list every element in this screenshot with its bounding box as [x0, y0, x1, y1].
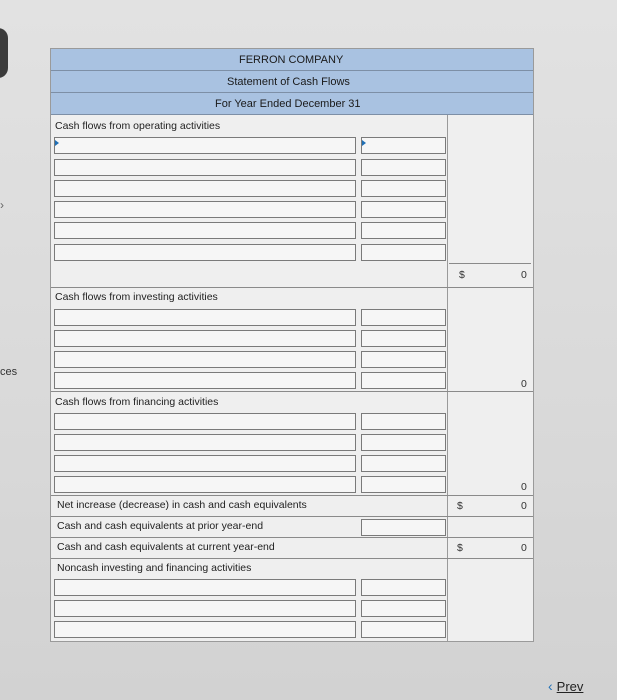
financing-amount-input[interactable] [361, 476, 446, 493]
operating-desc-select[interactable] [54, 222, 356, 239]
investing-row [51, 351, 533, 368]
statement-period: For Year Ended December 31 [215, 97, 361, 110]
noncash-entry-row [51, 621, 533, 638]
operating-total-currency: $ [459, 269, 465, 281]
prev-label: Prev [556, 679, 584, 694]
noncash-amount-input[interactable] [361, 621, 446, 638]
financing-section-label: Cash flows from financing activities [55, 396, 219, 408]
investing-total-value: 0 [521, 378, 527, 390]
side-tab[interactable] [0, 28, 8, 78]
operating-row [51, 180, 533, 197]
financing-desc-select[interactable] [54, 413, 356, 430]
collapse-arrow-icon[interactable]: › [0, 198, 4, 212]
operating-desc-select[interactable] [54, 137, 356, 154]
investing-amount-input[interactable] [361, 309, 446, 326]
operating-total-rule [449, 263, 531, 264]
prior-cash-row [51, 517, 533, 537]
operating-desc-select[interactable] [54, 244, 356, 261]
company-header [51, 49, 533, 71]
financing-amount-input[interactable] [361, 434, 446, 451]
current-cash-value: 0 [521, 542, 527, 554]
net-change-label: Net increase (decrease) in cash and cash equivalents [57, 499, 307, 511]
investing-section-label: Cash flows from investing activities [55, 291, 218, 303]
operating-section-label: Cash flows from operating activities [55, 120, 221, 132]
investing-row [51, 309, 533, 326]
investing-amount-input[interactable] [361, 330, 446, 347]
operating-row [51, 244, 533, 261]
prior-cash-label: Cash and cash equivalents at prior year-end [57, 520, 264, 532]
investing-row [51, 372, 533, 389]
operating-amount-input[interactable] [361, 180, 446, 197]
noncash-desc-select[interactable] [54, 579, 356, 596]
operating-desc-select[interactable] [54, 201, 356, 218]
prior-cash-amount-input[interactable] [361, 519, 446, 536]
operating-row [51, 137, 533, 154]
operating-desc-select[interactable] [54, 180, 356, 197]
financing-row [51, 476, 533, 493]
noncash-entry-row [51, 600, 533, 617]
investing-desc-select[interactable] [54, 309, 356, 326]
noncash-amount-input[interactable] [361, 579, 446, 596]
noncash-row [51, 559, 533, 579]
operating-amount-input[interactable] [361, 137, 446, 154]
noncash-entry-row [51, 579, 533, 596]
divider [51, 391, 533, 392]
financing-desc-select[interactable] [54, 455, 356, 472]
operating-row [51, 222, 533, 239]
current-cash-currency: $ [457, 542, 463, 554]
operating-total-value: 0 [521, 269, 527, 281]
side-label: ces [0, 366, 18, 378]
financing-row [51, 434, 533, 451]
operating-amount-input[interactable] [361, 222, 446, 239]
current-cash-label: Cash and cash equivalents at current year-end [57, 541, 275, 553]
financing-total-value: 0 [521, 481, 527, 493]
statement-title-header [51, 71, 533, 93]
financing-amount-input[interactable] [361, 413, 446, 430]
noncash-amount-input[interactable] [361, 600, 446, 617]
dropdown-marker-icon [55, 140, 59, 146]
operating-amount-input[interactable] [361, 244, 446, 261]
financing-row [51, 413, 533, 430]
dropdown-marker-icon [362, 140, 366, 146]
net-change-value: 0 [521, 500, 527, 512]
prev-button[interactable] [548, 678, 583, 694]
financing-desc-select[interactable] [54, 476, 356, 493]
divider [51, 287, 533, 288]
company-name: FERRON COMPANY [239, 53, 344, 66]
operating-amount-input[interactable] [361, 201, 446, 218]
operating-row [51, 159, 533, 176]
investing-desc-select[interactable] [54, 372, 356, 389]
noncash-desc-select[interactable] [54, 621, 356, 638]
financing-amount-input[interactable] [361, 455, 446, 472]
cash-flow-worksheet [50, 48, 534, 642]
investing-amount-input[interactable] [361, 372, 446, 389]
net-change-currency: $ [457, 500, 463, 512]
operating-desc-select[interactable] [54, 159, 356, 176]
noncash-label: Noncash investing and financing activities [57, 562, 252, 574]
investing-desc-select[interactable] [54, 351, 356, 368]
investing-row [51, 330, 533, 347]
period-header [51, 93, 533, 115]
chevron-left-icon: ‹ [548, 678, 553, 694]
noncash-desc-select[interactable] [54, 600, 356, 617]
operating-row [51, 201, 533, 218]
statement-title: Statement of Cash Flows [227, 75, 350, 88]
current-cash-row [51, 538, 533, 558]
financing-desc-select[interactable] [54, 434, 356, 451]
net-change-row [51, 496, 533, 516]
financing-row [51, 455, 533, 472]
investing-amount-input[interactable] [361, 351, 446, 368]
investing-desc-select[interactable] [54, 330, 356, 347]
operating-amount-input[interactable] [361, 159, 446, 176]
